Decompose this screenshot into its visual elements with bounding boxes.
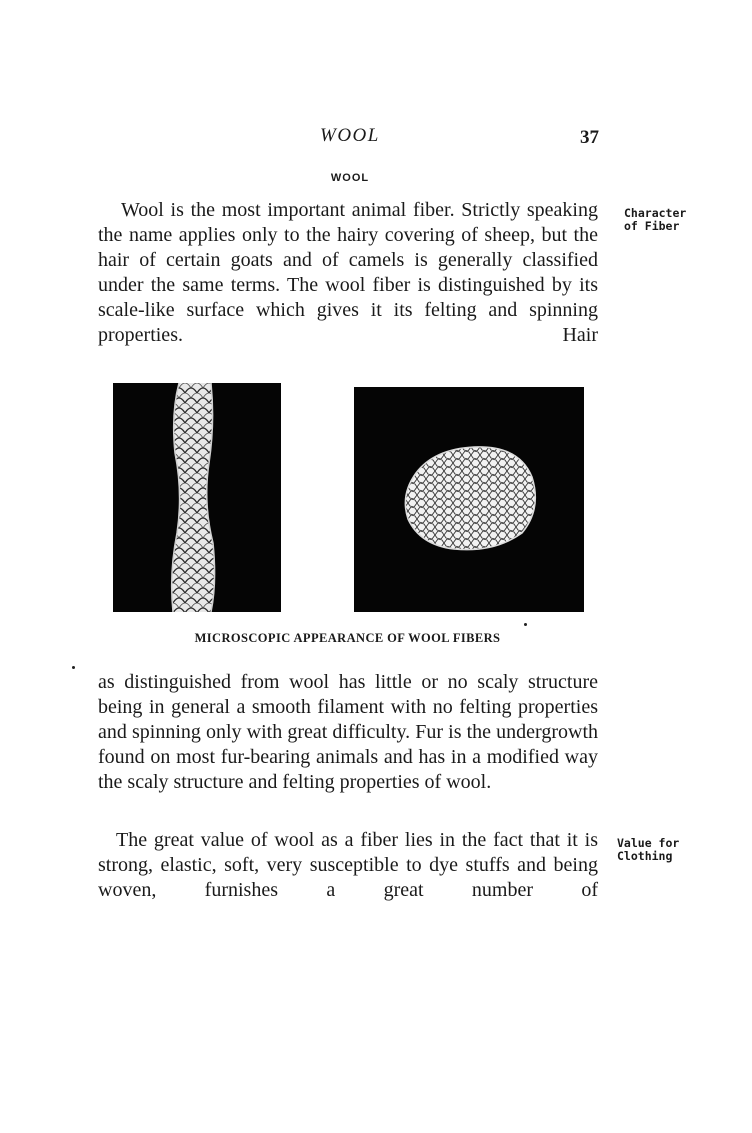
wool-fiber-cross-section-illustration (354, 387, 584, 612)
paragraph-3: The great value of wool as a fiber lies in the fact that it is strong, elastic, soft, very susceptible to dye stuffs and being woven, furnishes a great number of (98, 829, 598, 901)
margin-note-line: of Fiber (624, 219, 680, 233)
margin-note-line: Clothing (617, 849, 673, 863)
wool-fiber-cross-section-photo (354, 387, 584, 612)
margin-note-value-for-clothing (617, 837, 679, 863)
figure-caption: MICROSCOPIC APPEARANCE OF WOOL FIBERS (194, 631, 501, 645)
wool-fiber-longitudinal-photo (113, 383, 281, 612)
margin-note-character-of-fiber (624, 207, 686, 233)
paragraph-1: Wool is the most important animal fiber. Strictly speaking the name applies only to the hairy covering of sheep, but the hair of certain goats and of camels is generally classified under the same terms. The wool fiber is distinguished by its scale-like surface which gives it its felting and spinning properties. Hair (98, 199, 598, 346)
margin-note-line: Character (624, 206, 687, 220)
paragraph-2: as distinguished from wool has little or no scaly structure being in general a smooth filament with no felting properties and spinning only with great difficulty. Fur is the undergrowth found on most fur-bearing animals and has in a modified way the scaly structure and felting properties of wool. (98, 671, 598, 793)
wool-fiber-longitudinal-illustration (113, 383, 281, 612)
section-title: WOOL (330, 172, 370, 184)
page-number: 37 (580, 127, 599, 148)
print-speck (72, 666, 75, 669)
margin-note-line: Value for (617, 836, 680, 850)
running-head: WOOL (320, 125, 380, 146)
print-speck (524, 623, 527, 626)
